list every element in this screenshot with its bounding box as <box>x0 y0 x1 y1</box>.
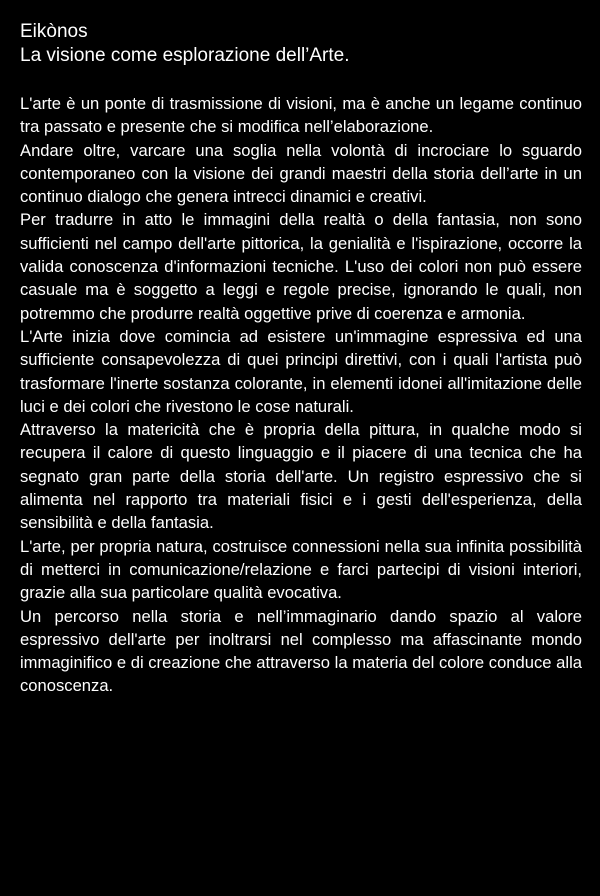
paragraph: L'arte è un ponte di trasmissione di visioni, ma è anche un legame continuo tra passato e presente che si modifica nell’elaborazione. <box>20 94 582 137</box>
page-subtitle: La visione come esplorazione dell’Arte. <box>20 45 350 66</box>
page-title: Eikònos <box>20 21 88 42</box>
document-page <box>20 0 582 896</box>
document-body <box>20 92 582 698</box>
paragraph: L'arte, per propria natura, costruisce connessioni nella sua infinita possibilità di metterci in comunicazione/relazione e farci partecipi di visioni interiori, grazie alla sua particolare qualità evocativa. <box>20 536 582 603</box>
paragraph: Attraverso la matericità che è propria della pittura, in qualche modo si recupera il calore di questo linguaggio e il piacere di una tecnica che ha segnato gran parte della storia dell'arte. Un registro espressivo che si alimenta nel rapporto tra materiali fisici e i gesti dell'esperienza, della sensibilità e della fantasia. <box>20 420 582 533</box>
paragraph: Un percorso nella storia e nell’immaginario dando spazio al valore espressivo dell'arte per inoltrarsi nel complesso ma affascinante mondo immaginifico e di creazione che attraverso la materia del colore conduce alla conoscenza. <box>20 606 582 696</box>
paragraph: Per tradurre in atto le immagini della realtà o della fantasia, non sono sufficienti nel campo dell'arte pittorica, la genialità e l'ispirazione, occorre la valida conoscenza d'informazioni tecniche. L'uso dei colori non può essere casuale ma è soggetto a leggi e regole precise, ignorando le quali, non potremmo che produrre realtà oggettive prive di coerenza e armonia. <box>20 210 582 323</box>
paragraph: L'Arte inizia dove comincia ad esistere un'immagine espressiva ed una sufficiente consapevolezza di quei principi direttivi, con i quali l'artista può trasformare l'inerte sostanza colorante, in elementi idonei all'imitazione delle luci e dei colori che rivestono le cose naturali. <box>20 326 582 416</box>
paragraph: Andare oltre, varcare una soglia nella volontà di incrociare lo sguardo contemporaneo con la visione dei grandi maestri della storia dell’arte in un continuo dialogo che genera intrecci dinamici e creativi. <box>20 140 582 207</box>
